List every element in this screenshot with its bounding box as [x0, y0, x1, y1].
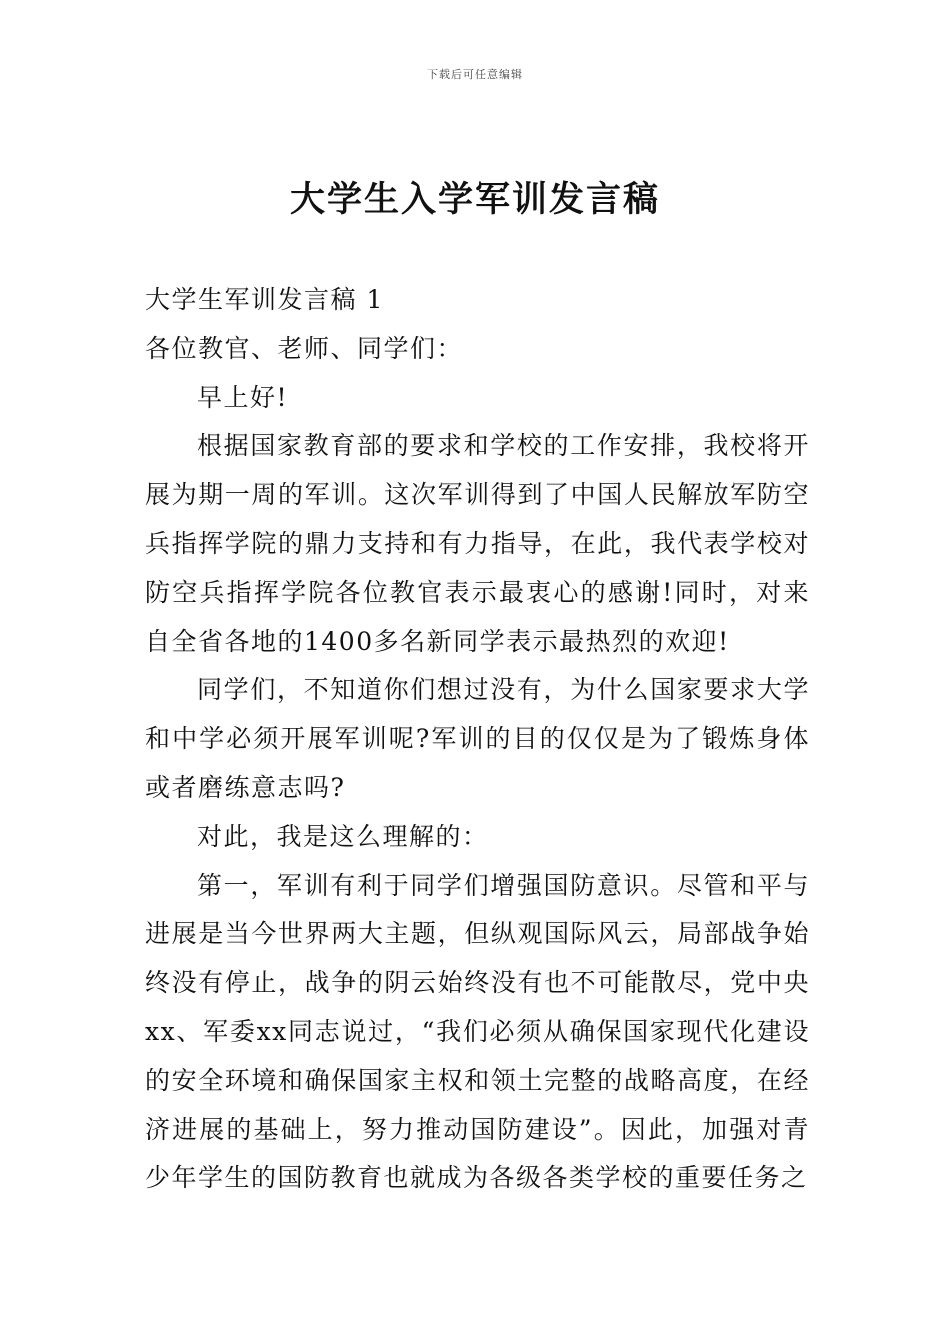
section-heading: 大学生军训发言稿 1: [145, 285, 384, 314]
paragraph-question: 同学们，不知道你们想过没有，为什么国家要求大学和中学必须开展军训呢?军训的目的仅仅是为了锻炼身体或者磨练意志吗?: [145, 675, 810, 802]
document-body: [145, 276, 810, 1203]
header-note: 下载后可任意编辑: [427, 68, 523, 81]
paragraph-point-one: 第一，军训有利于同学们增强国防意识。尽管和平与进展是当今世界两大主题，但纵观国际风云，局部战争始终没有停止，战争的阴云始终没有也不可能散尽，党中央xx、军委xx同志说过，“我们必须从确保国家现代化建设的安全环境和确保国家主权和领土完整的战略高度，在经济进展的基础上，努力推动国防建设”。因此，加强对青少年学生的国防教育也就成为各级各类学校的重要任务之: [145, 870, 810, 1193]
paragraph-arrangement: 根据国家教育部的要求和学校的工作安排，我校将开展为期一周的军训。这次军训得到了中国人民解放军防空兵指挥学院的鼎力支持和有力指导，在此，我代表学校对防空兵指挥学院各位教官表示最衷心的感谢!同时，对来自全省各地的1400多名新同学表示最热烈的欢迎!: [145, 431, 810, 656]
document-title: 大学生入学军训发言稿: [289, 180, 660, 220]
paragraph-understanding: 对此，我是这么理解的：: [197, 821, 489, 851]
salutation: 各位教官、老师、同学们：: [145, 333, 464, 363]
paragraph-greeting: 早上好!: [197, 382, 289, 412]
